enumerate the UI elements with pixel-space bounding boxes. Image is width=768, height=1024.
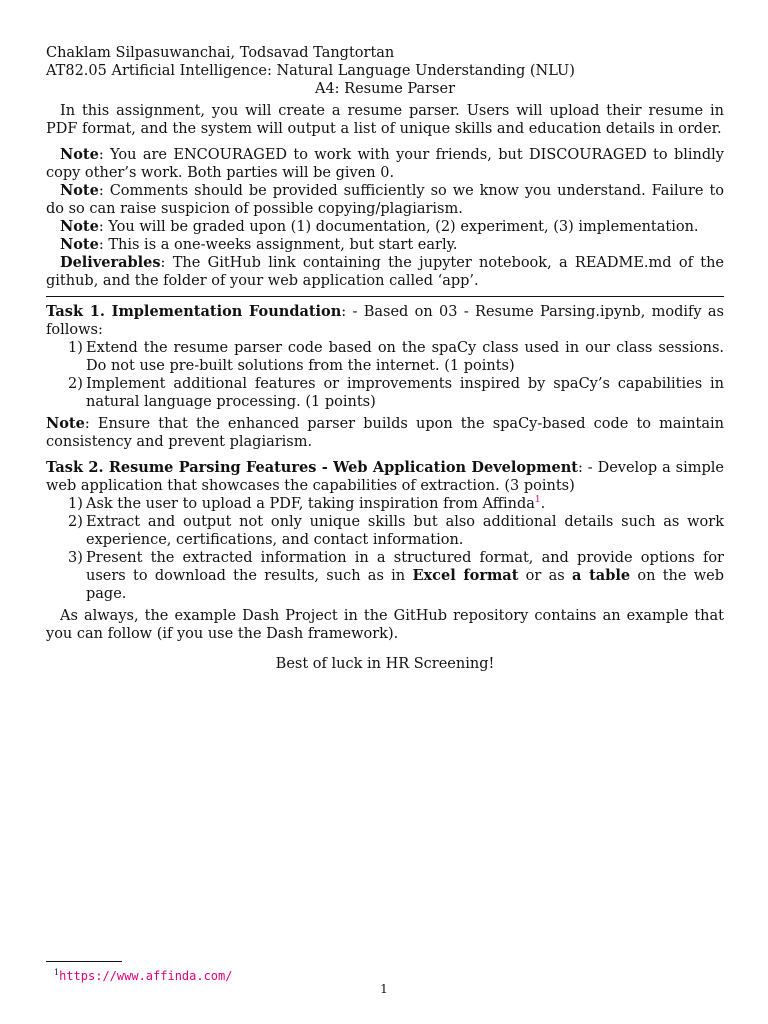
deliverables-text: : The GitHub link containing the jupyter notebook, a README.md of the github, and the folder of your web application called ‘app’. — [46, 255, 724, 289]
section-divider — [46, 296, 724, 297]
footnote-mark: 1 — [54, 968, 60, 977]
note-label: Note — [60, 146, 99, 163]
note-4 — [46, 236, 724, 254]
note-2 — [46, 182, 724, 218]
closing-paragraph: As always, the example Dash Project in the GitHub repository contains an example that you can follow (if you use the Dash framework). — [46, 608, 724, 642]
note-label: Note — [60, 218, 99, 235]
note-label: Note — [60, 182, 99, 199]
list-item: 1) Ask the user to upload a PDF, taking inspiration from Affinda$^1$. — [68, 495, 546, 512]
deliverables-label: Deliverables — [60, 254, 161, 271]
task2-heading: Task 2. Resume Parsing Features - Web Application Development: - Develop a simple web application that showcases the capabilities of extraction. (3 points) — [46, 459, 724, 494]
list-item: 2) Implement additional features or improvements inspired by spaCy’s capabilities in natural language processing. (1 points) — [68, 376, 724, 410]
list-item: 2) Extract and output not only unique skills but also additional details such as work experience, certifications, and contact information. — [68, 514, 724, 548]
note-text: : This is a one-weeks assignment, but start early. — [98, 237, 458, 253]
list-item: 1) Extend the resume parser code based on the spaCy class used in our class sessions. Do not use pre-built solutions from the internet. (1 points) — [68, 340, 724, 374]
task1-heading: Task 1. Implementation Foundation: - Based on 03 - Resume Parsing.ipynb, modify as follows: — [46, 303, 724, 338]
note-1 — [46, 146, 724, 182]
assignment-title: A4: Resume Parser — [314, 81, 456, 97]
course-title: AT82.05 Artificial Intelligence: Natural Language Understanding (NLU) — [46, 63, 575, 79]
note-text: : You are ENCOURAGED to work with your friends, but DISCOURAGED to blindly copy other’s work. Both parties will be given 0. — [46, 147, 724, 181]
page-number: 1 — [380, 982, 388, 996]
footnote-ref[interactable]: 1 — [534, 495, 541, 506]
task1-list — [46, 339, 724, 411]
task2-list — [46, 495, 724, 603]
sign-off: Best of luck in HR Screening! — [275, 656, 495, 672]
footnote-link[interactable]: https://www.affinda.com/ — [59, 969, 233, 983]
footnote-divider — [46, 961, 122, 962]
note-label: Note — [60, 236, 99, 253]
deliverables — [46, 254, 724, 290]
document-page — [46, 44, 724, 673]
task1-note: Note: Ensure that the enhanced parser builds upon the spaCy-based code to maintain consistency and prevent plagiarism. — [46, 415, 724, 450]
note-text: : You will be graded upon (1) documentation, (2) experiment, (3) implementation. — [98, 219, 699, 235]
note-text: : Comments should be provided sufficiently so we know you understand. Failure to do so can raise suspicion of possible copying/plagiarism. — [46, 183, 724, 217]
list-item: 3) Present the extracted information in a structured format, and provide options for users to download the results, such as in Excel format or as a table on the web page. — [68, 550, 725, 602]
intro-paragraph: In this assignment, you will create a resume parser. Users will upload their resume in PDF format, and the system will output a list of unique skills and education details in order. — [46, 103, 724, 137]
authors: Chaklam Silpasuwanchai, Todsavad Tangtortan — [46, 45, 395, 61]
note-3 — [46, 218, 724, 236]
